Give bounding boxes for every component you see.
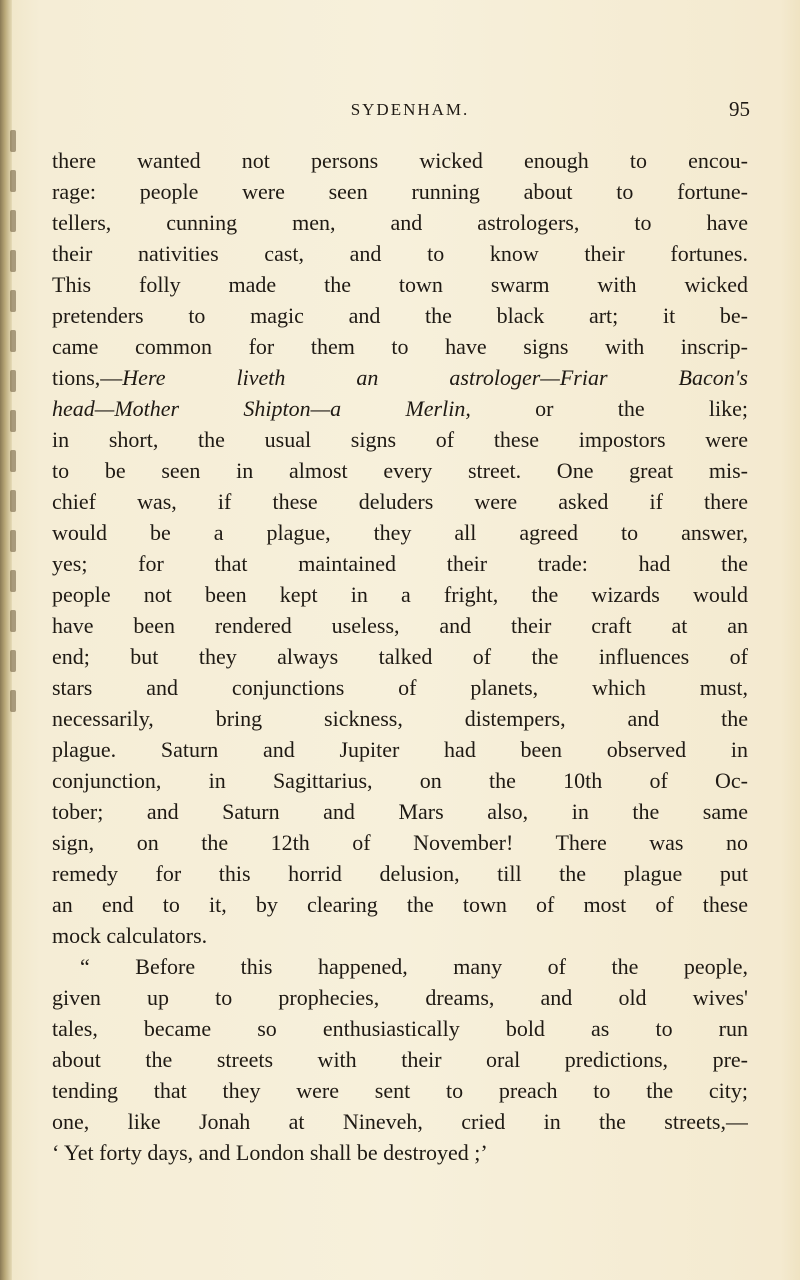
text-line-with-italics (52, 393, 748, 424)
text-line: came common for them to have signs with inscrip- (52, 334, 748, 359)
page-number: 95 (729, 97, 750, 121)
text-line: about the streets with their oral predictions, pre- (52, 1047, 748, 1072)
text-line: This folly made the town swarm with wicked (52, 272, 748, 297)
italic-segment: head—Mother Shipton—a Merlin, (52, 396, 471, 421)
text-line: an end to it, by clearing the town of most of these (52, 892, 748, 917)
text-line: stars and conjunctions of planets, which must, (52, 675, 748, 700)
text-line: end; but they always talked of the influences of (52, 644, 748, 669)
running-head-title: SYDENHAM. (350, 100, 470, 119)
text-line: plague. Saturn and Jupiter had been observed in (52, 737, 748, 762)
text-line: tending that they were sent to preach to the city; (52, 1078, 748, 1103)
text-line: remedy for this horrid delusion, till the plague put (52, 861, 748, 886)
text-line: tober; and Saturn and Mars also, in the same (52, 799, 748, 824)
text-line: tellers, cunning men, and astrologers, to have (52, 210, 748, 235)
text-line: mock calculators. (52, 923, 208, 948)
text-line: to be seen in almost every street. One great mis- (52, 458, 748, 483)
text-line: ‘ Yet forty days, and London shall be destroyed ;’ (52, 1140, 488, 1165)
text-line: “ Before this happened, many of the people, (80, 954, 748, 979)
text-line: one, like Jonah at Nineveh, cried in the streets,— (52, 1109, 748, 1134)
text-line: people not been kept in a fright, the wizards would (52, 582, 748, 607)
text-line: would be a plague, they all agreed to answer, (52, 520, 748, 545)
text-line: tales, became so enthusiastically bold as to run (52, 1016, 748, 1041)
text-line: sign, on the 12th of November! There was no (52, 830, 748, 855)
text-segment: tions,— (52, 365, 123, 390)
text-line: there wanted not persons wicked enough to encou- (52, 148, 748, 173)
text-line-with-italics (52, 362, 748, 393)
text-segment: or the like; (470, 396, 748, 421)
running-head (60, 97, 750, 130)
text-line: yes; for that maintained their trade: had the (52, 551, 748, 576)
text-line: chief was, if these deluders were asked if there (52, 489, 748, 514)
text-line: pretenders to magic and the black art; it be- (52, 303, 748, 328)
text-line: in short, the usual signs of these impostors were (52, 427, 748, 452)
italic-segment: Here liveth an astrologer—Friar Bacon's (122, 365, 748, 390)
text-line: rage: people were seen running about to fortune- (52, 179, 748, 204)
text-line: necessarily, bring sickness, distempers, and the (52, 706, 748, 731)
body-text (52, 145, 748, 1168)
text-line: have been rendered useless, and their craft at an (52, 613, 748, 638)
text-line: conjunction, in Sagittarius, on the 10th of Oc- (52, 768, 748, 793)
text-line: their nativities cast, and to know their fortunes. (52, 241, 748, 266)
text-line: given up to prophecies, dreams, and old wives' (52, 985, 748, 1010)
binding-stitch-marks (10, 130, 24, 750)
